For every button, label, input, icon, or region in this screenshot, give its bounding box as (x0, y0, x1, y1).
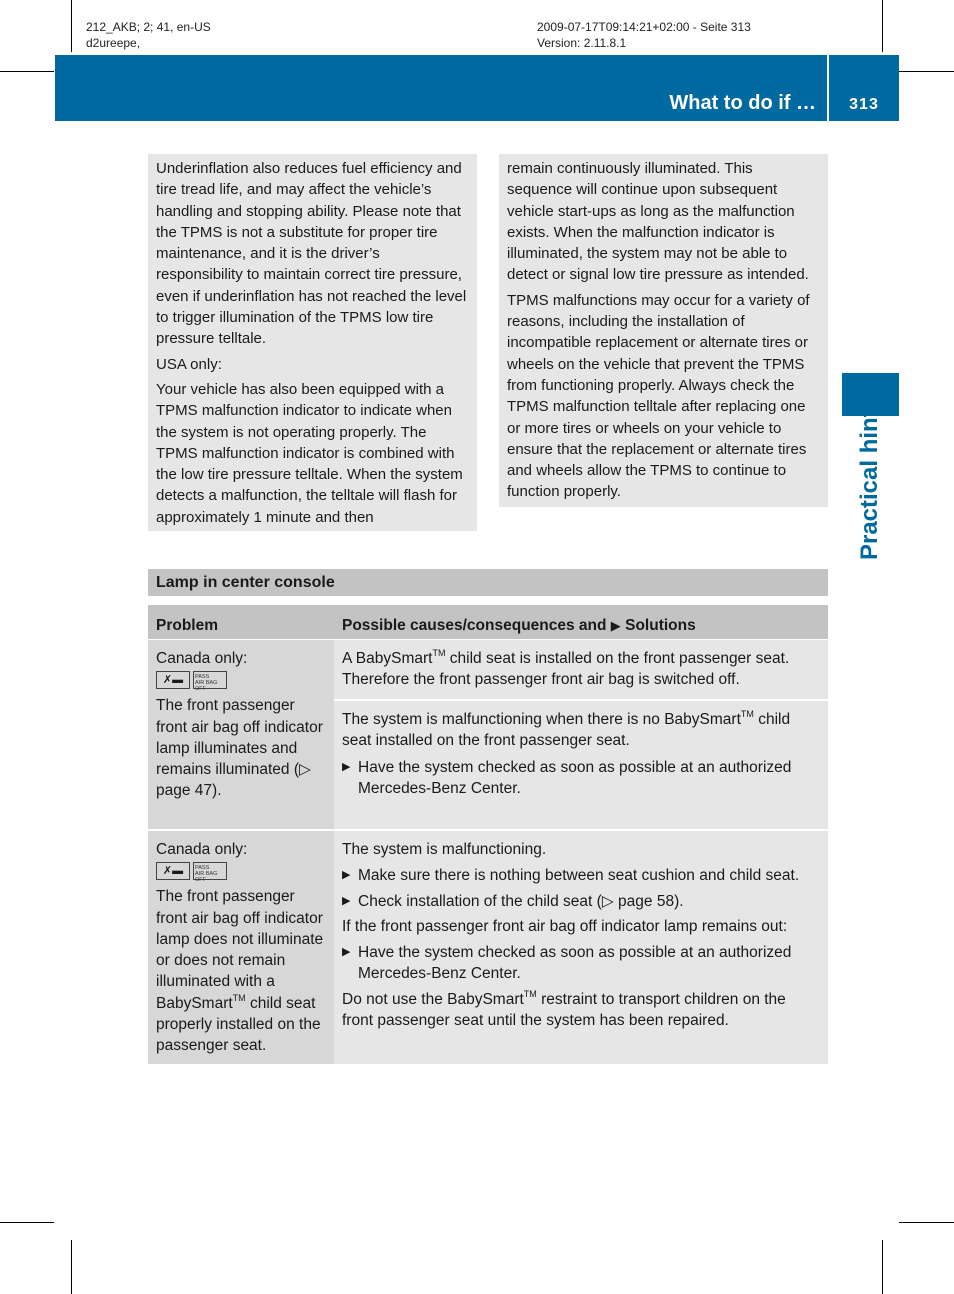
crop-mark (899, 1222, 954, 1223)
indicator-icons (156, 671, 327, 693)
crop-mark (71, 1240, 72, 1294)
table-row-1b-causes (334, 701, 828, 829)
cause-text-part: A BabySmart (342, 650, 433, 667)
crop-mark (71, 0, 72, 52)
table-row-2-problem (148, 831, 334, 1064)
column-header-problem: Problem (156, 617, 219, 634)
solution-text: Have the system checked as soon as possible at an authorized Mercedes-Benz Center. (358, 944, 792, 983)
pab-label-line1: PASS (195, 674, 210, 681)
note-paragraph: Your vehicle has also been equipped with a TPMS malfunction indicator to indicate when the system is not operating properly. The TPMS malfunction indicator is combined with the low tire pressure telltale. When the system detects a malfunction, the telltale will flash for approximately 1 minute and then (156, 380, 463, 526)
cause-text-part: child seat installed on the front passenger seat. (342, 711, 791, 750)
cause-text-part: The system is malfunctioning when there is no BabySmart (342, 711, 741, 728)
warning-text-part: restraint to transport children on the front passenger seat until the system has been repaired. (342, 990, 786, 1030)
solution-bullet (342, 891, 821, 912)
table-row-2-causes (334, 831, 828, 1064)
solution-text: Have the system checked as soon as possible at an authorized Mercedes-Benz Center. (358, 758, 792, 797)
problem-text-part: The front passenger front air bag off indicator lamp does not illuminate or does not remain illuminated with a BabySmart (156, 888, 324, 1012)
pass-air-bag-off-icon (193, 862, 227, 884)
note-box-right (499, 154, 828, 507)
trademark-sup: TM (232, 992, 246, 1003)
note-paragraph: USA only: (156, 355, 222, 373)
warning-text-part: Do not use the BabySmart (342, 990, 524, 1008)
print-meta-left (86, 19, 211, 51)
arrow-bullet-icon: ▶ (342, 894, 351, 907)
arrow-bullet-icon: ▶ (342, 760, 351, 773)
cause-text (342, 648, 821, 691)
table-row-1-problem (148, 640, 334, 829)
warning-text (342, 989, 821, 1032)
cause-text: The system is malfunctioning. (342, 841, 547, 858)
cause-text: If the front passenger front air bag off indicator lamp remains out: (342, 917, 788, 935)
column-header-solutions: Solutions (625, 617, 696, 634)
table-header-problem (148, 605, 334, 639)
arrow-bullet-icon: ▶ (342, 946, 351, 959)
note-paragraph: TPMS malfunctions may occur for a variety of reasons, including the installation of incompatible replacement or alternate tires or wheels on the vehicle that prevent the TPMS from functioning properly. Always check the TPMS malfunction telltale after replacing one or more tires or wheels on your vehicle to ensure that the replacement or alternate tires and wheels allow the TPMS to continue to function properly. (507, 291, 810, 501)
trademark-sup: TM (523, 988, 537, 999)
pab-label-line2: AIR BAG OFF (195, 871, 218, 884)
pab-label-line1: PASS (195, 865, 210, 872)
page-number: 313 (849, 96, 879, 113)
child-seat-icon: ✗▬ (156, 862, 190, 880)
pab-label-line2: AIR BAG OFF (195, 680, 218, 693)
solution-bullet (342, 865, 821, 886)
arrow-bullet-icon: ▶ (342, 869, 351, 882)
note-box-left (148, 154, 477, 531)
crop-mark (882, 0, 883, 52)
solution-bullet (342, 942, 821, 985)
region-label: Canada only: (156, 841, 248, 858)
crop-mark (0, 71, 54, 72)
indicator-icons (156, 862, 327, 884)
crop-mark (0, 1222, 54, 1223)
print-meta-right (537, 19, 751, 51)
problem-text-part: child seat properly installed on the passenger seat. (156, 994, 321, 1055)
cause-text (342, 709, 821, 752)
cause-text-part: child seat is installed on the front passenger seat. Therefore the front passenger front air bag is switched off. (342, 650, 790, 689)
print-meta-right-line1: 2009-07-17T09:14:21+02:00 - Seite 313 (537, 20, 751, 34)
print-meta-left-line2: d2ureepe, (86, 36, 141, 50)
table-row-1a-causes (334, 640, 828, 699)
note-paragraph: remain continuously illuminated. This sequence will continue upon subsequent vehicle start-ups as long as the malfunction exists. When the malfunction indicator is illuminated, the system may not be able to detect or signal low tire pressure as intended. (507, 160, 809, 284)
table-header-causes (334, 605, 828, 639)
region-label: Canada only: (156, 650, 248, 667)
solution-text: Make sure there is nothing between seat cushion and child seat. (358, 867, 800, 885)
problem-text (156, 886, 327, 1056)
problem-text: The front passenger front air bag off indicator lamp illuminates and remains illuminated (▷ page 47). (156, 697, 323, 800)
note-paragraph: Underinflation also reduces fuel efficiency and tire tread life, and may affect the vehicle’s handling and stopping ability. Please note that the TPMS is not a substitute for proper tire maintenance, and it is the driver’s responsibility to maintain correct tire pressure, even if underinflation has not reached the level to trigger illumination of the TPMS low tire pressure telltale. (156, 160, 467, 348)
child-seat-icon: ✗▬ (156, 671, 190, 689)
trademark-sup: TM (432, 648, 446, 658)
column-header-causes: Possible causes/consequences and (342, 617, 607, 634)
side-tab-label: Practical hints (856, 395, 883, 561)
section-heading: Lamp in center console (156, 574, 335, 591)
crop-mark (899, 71, 954, 72)
trademark-sup: TM (740, 709, 754, 719)
solution-bullet (342, 757, 821, 800)
pass-air-bag-off-icon (193, 671, 227, 693)
crop-mark (882, 1240, 883, 1294)
arrow-icon: ▶ (610, 618, 621, 633)
solution-text: Check installation of the child seat (▷ page 58). (358, 892, 684, 910)
page-title: What to do if … (669, 92, 816, 114)
print-meta-left-line1: 212_AKB; 2; 41, en-US (86, 20, 211, 34)
print-meta-right-line2: Version: 2.11.8.1 (537, 36, 627, 50)
